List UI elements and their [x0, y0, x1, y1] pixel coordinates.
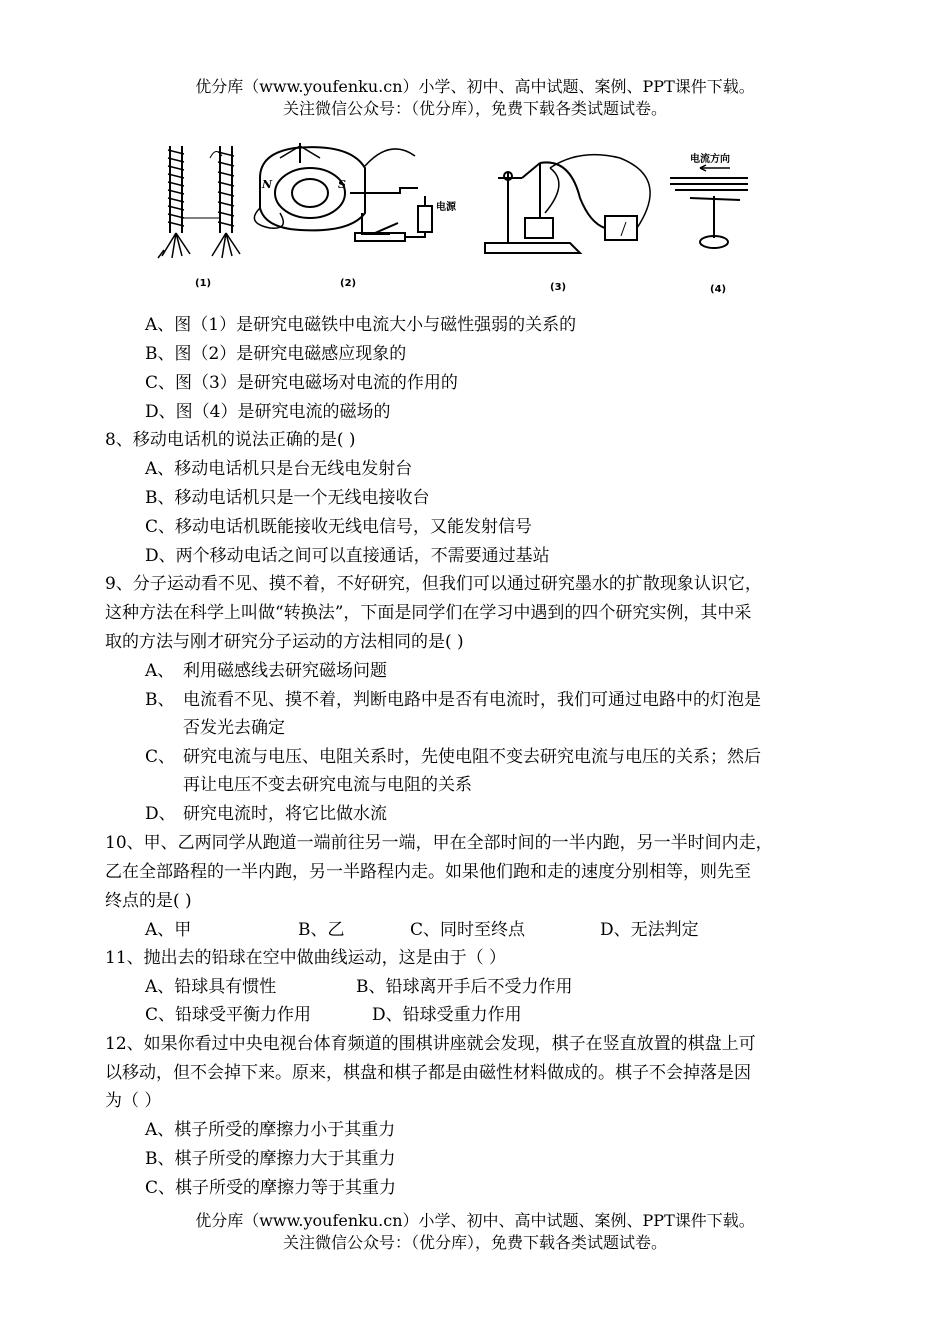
- q8-option-c: C、移动电话机既能接收无线电信号，又能发射信号: [145, 517, 533, 537]
- figure-4-label: (4): [710, 284, 727, 295]
- q12-option-a: A、棋子所受的摩擦力小于其重力: [145, 1120, 396, 1140]
- q10-stem-line-1: 10、甲、乙两同学从跑道一端前往另一端，甲在全部时间的一半内跑，另一半时间内走，: [105, 833, 773, 853]
- experiment-figures: [150, 138, 750, 298]
- q10-option-b: B、乙: [298, 920, 345, 940]
- q7-option-c: C、图（3）是研究电磁场对电流的作用的: [145, 373, 458, 393]
- q9-option-c-label: C、: [145, 747, 176, 767]
- q10-option-a: A、甲: [145, 920, 192, 940]
- q11-option-b: B、铅球离开手后不受力作用: [356, 977, 573, 997]
- q11-stem: 11、抛出去的铅球在空中做曲线运动，这是由于（ ）: [105, 948, 507, 968]
- q7-option-a: A、图（1）是研究电磁铁中电流大小与磁性强弱的关系的: [145, 315, 577, 335]
- q9-stem-line-3: 取的方法与刚才研究分子运动的方法相同的是( ): [105, 632, 464, 652]
- q9-option-c-line-1: 研究电流与电压、电阻关系时，先使电阻不变去研究电流与电压的关系；然后: [183, 747, 761, 767]
- q9-stem-line-2: 这种方法在科学上叫做“转换法”，下面是同学们在学习中遇到的四个研究实例，其中采: [105, 603, 752, 623]
- q11-option-a: A、铅球具有惯性: [145, 977, 277, 997]
- figure-2-device-label: 电源: [436, 202, 456, 213]
- q8-stem: 8、移动电话机的说法正确的是( ): [105, 430, 356, 450]
- figure-1-electromagnets: [158, 146, 240, 258]
- q11-option-c: C、铅球受平衡力作用: [145, 1005, 312, 1025]
- q8-option-d: D、两个移动电话之间可以直接通话，不需要通过基站: [145, 546, 550, 566]
- footer-line-1: 优分库（www.youfenku.cn）小学、初中、高中试题、案例、PPT课件下载。: [195, 1211, 755, 1230]
- q7-option-d: D、图（4）是研究电流的磁场的: [145, 402, 391, 422]
- figure-3-apparatus: [485, 155, 650, 253]
- q9-option-c-line-2: 再让电压不变去研究电流与电阻的关系: [183, 775, 472, 795]
- q9-option-d-label: D、: [145, 804, 176, 824]
- q10-option-d: D、无法判定: [600, 920, 699, 940]
- figure-2-label: (2): [340, 278, 357, 289]
- experiment-figures-svg: [150, 138, 750, 298]
- q12-stem-line-1: 12、如果你看过中央电视台体育频道的围棋讲座就会发现，棋子在竖直放置的棋盘上可: [105, 1034, 756, 1054]
- figure-4-compass: [670, 165, 748, 248]
- q9-option-d: 研究电流时，将它比做水流: [183, 804, 387, 824]
- figure-4-title: 电流方向: [690, 154, 730, 165]
- q7-option-b: B、图（2）是研究电磁感应现象的: [145, 344, 407, 364]
- q9-option-a-label: A、: [145, 661, 175, 681]
- q9-option-a: 利用磁感线去研究磁场问题: [183, 661, 387, 681]
- q9-option-b-label: B、: [145, 690, 175, 710]
- q9-option-b-line-1: 电流看不见、摸不着，判断电路中是否有电流时，我们可通过电路中的灯泡是: [183, 690, 761, 710]
- figure-2-s-label: S: [338, 178, 346, 191]
- header-line-2: 关注微信公众号：（优分库），免费下载各类试题试卷。: [282, 99, 667, 118]
- q12-stem-line-2: 以移动，但不会掉下来。原来，棋盘和棋子都是由磁性材料做成的。棋子不会掉落是因: [105, 1063, 751, 1083]
- q10-stem-line-3: 终点的是( ): [105, 891, 192, 911]
- q12-option-c: C、棋子所受的摩擦力等于其重力: [145, 1178, 397, 1198]
- q8-option-b: B、移动电话机只是一个无线电接收台: [145, 488, 430, 508]
- figure-2-generator: [254, 143, 432, 241]
- figure-3-label: (3): [550, 282, 567, 293]
- footer-line-2: 关注微信公众号：（优分库），免费下载各类试题试卷。: [282, 1233, 667, 1252]
- q11-option-d: D、铅球受重力作用: [372, 1005, 522, 1025]
- header-line-1: 优分库（www.youfenku.cn）小学、初中、高中试题、案例、PPT课件下载。: [195, 77, 755, 96]
- q10-stem-line-2: 乙在全部路程的一半内跑，另一半路程内走。如果他们跑和走的速度分别相等，则先至: [105, 862, 751, 882]
- q9-stem-line-1: 9、分子运动看不见、摸不着，不好研究，但我们可以通过研究墨水的扩散现象认识它，: [105, 574, 762, 594]
- q8-option-a: A、移动电话机只是台无线电发射台: [145, 459, 413, 479]
- q12-option-b: B、棋子所受的摩擦力大于其重力: [145, 1149, 396, 1169]
- figure-2-n-label: N: [262, 178, 273, 191]
- figure-1-label: (1): [195, 278, 212, 289]
- q9-option-b-line-2: 否发光去确定: [183, 718, 285, 738]
- q12-stem-line-3: 为（ ）: [105, 1091, 162, 1111]
- q10-option-c: C、同时至终点: [410, 920, 526, 940]
